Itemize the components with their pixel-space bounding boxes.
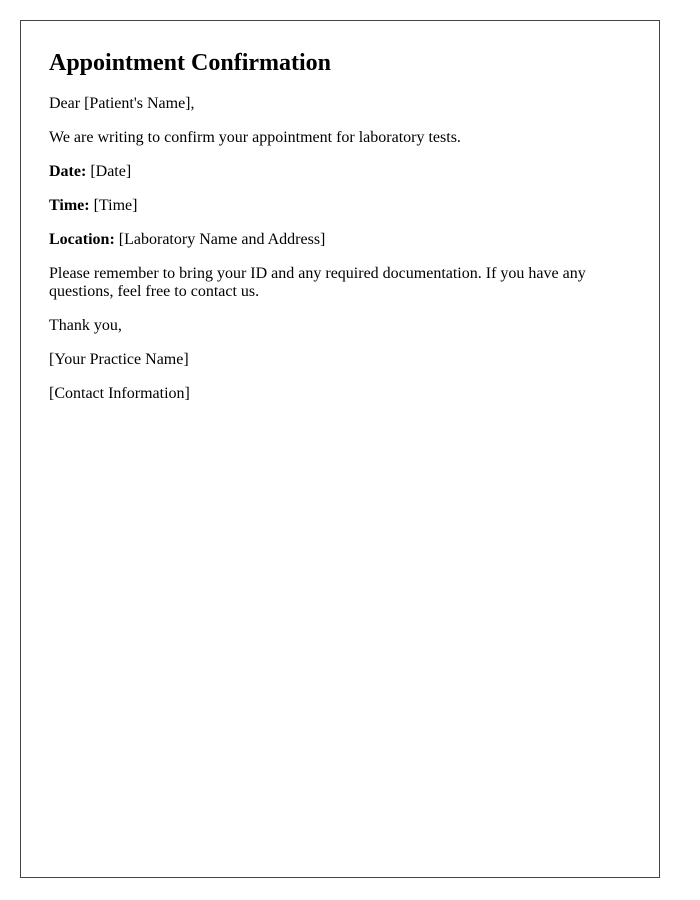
letter-page [20,20,660,878]
location-value: [Laboratory Name and Address] [118,231,326,248]
location-line [49,231,631,249]
time-value: [Time] [93,197,138,214]
date-label: Date: [49,163,87,180]
practice-name: [Your Practice Name] [49,351,189,368]
letter-title: Appointment Confirmation [49,50,332,76]
intro-text: We are writing to confirm your appointment for laboratory tests. [49,129,461,146]
greeting: Dear [Patient's Name], [49,95,195,112]
reminder-text: Please remember to bring your ID and any required documentation. If you have any questions, feel free to contact us. [49,265,586,300]
contact-info: [Contact Information] [49,385,190,402]
date-line [49,163,631,181]
time-line [49,197,631,215]
location-label: Location: [49,231,115,248]
closing-text: Thank you, [49,317,122,334]
time-label: Time: [49,197,90,214]
date-value: [Date] [90,163,132,180]
